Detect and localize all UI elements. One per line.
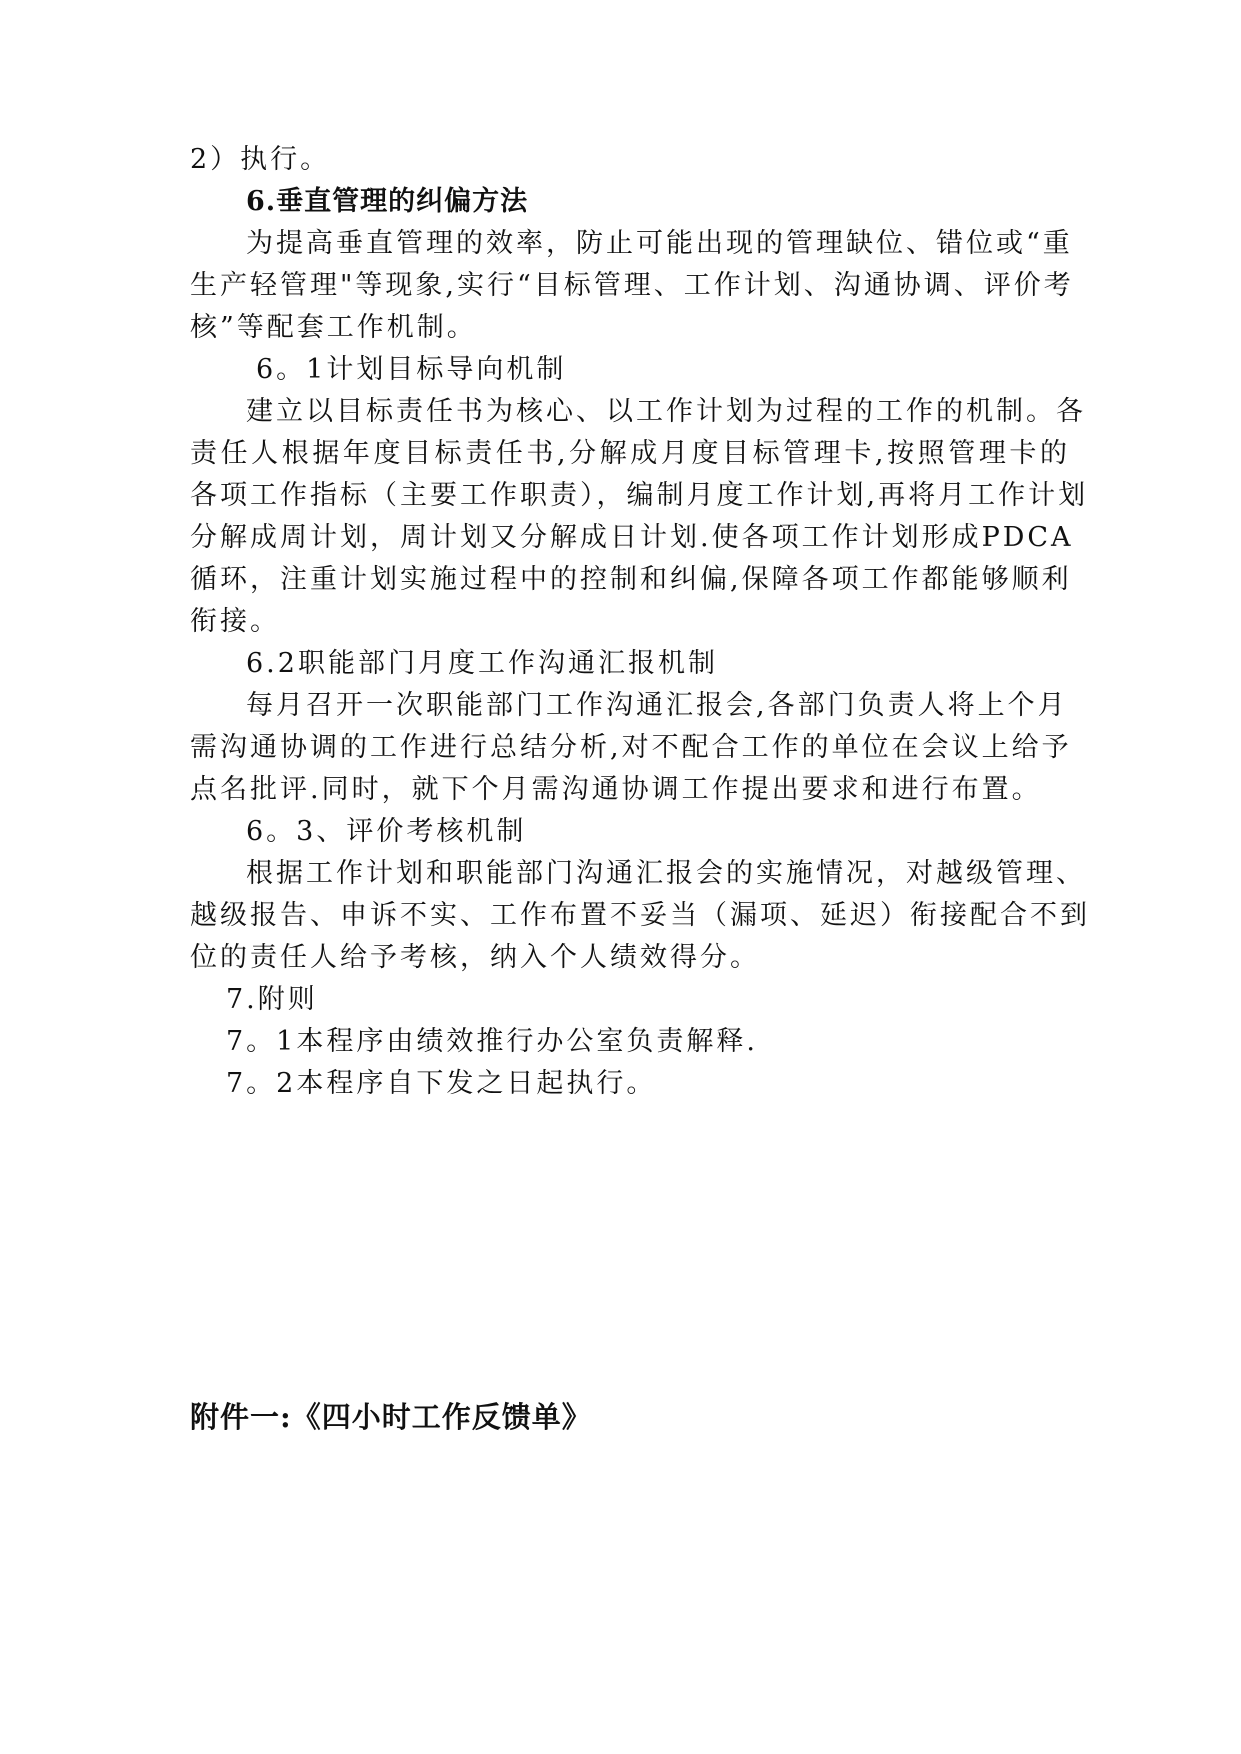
paragraph-line: 为提高垂直管理的效率，防止可能出现的管理缺位、错位或“重	[246, 228, 1073, 259]
paragraph-line: 衔接。	[190, 606, 280, 637]
paragraph-line: 越级报告、申诉不实、工作布置不妥当（漏项、延迟）衔接配合不到	[190, 900, 1090, 931]
paragraph-line: 循环，注重计划实施过程中的控制和纠偏,保障各项工作都能够顺利	[190, 564, 1072, 595]
subsection-heading: 6。3、评价考核机制	[246, 816, 527, 847]
section-heading: 7.附则	[226, 984, 318, 1015]
paragraph-line: 7。1本程序由绩效推行办公室负责解释.	[226, 1026, 758, 1057]
paragraph-line: 分解成周计划，周计划又分解成日计划.使各项工作计划形成PDCA	[190, 522, 1074, 553]
paragraph-line: 责任人根据年度目标责任书,分解成月度目标管理卡,按照管理卡的	[190, 438, 1070, 469]
paragraph-line: 核”等配套工作机制。	[190, 312, 477, 343]
paragraph-line: 建立以目标责任书为核心、以工作计划为过程的工作的机制。各	[246, 396, 1086, 427]
section-heading: 6.垂直管理的纠偏方法	[246, 186, 529, 217]
paragraph-line: 位的责任人给予考核，纳入个人绩效得分。	[190, 942, 760, 973]
subsection-heading: 6.2职能部门月度工作沟通汇报机制	[246, 648, 718, 679]
paragraph-line: 点名批评.同时，就下个月需沟通协调工作提出要求和进行布置。	[190, 774, 1042, 805]
paragraph-line: 每月召开一次职能部门工作沟通汇报会,各部门负责人将上个月	[246, 690, 1068, 721]
paragraph-line: 7。2本程序自下发之日起执行。	[226, 1068, 657, 1099]
text-line: 2）执行。	[190, 144, 331, 175]
attachment-title: 附件一:《四小时工作反馈单》	[190, 1400, 592, 1434]
subsection-heading: 6。1计划目标导向机制	[256, 354, 567, 385]
paragraph-line: 需沟通协调的工作进行总结分析,对不配合工作的单位在会议上给予	[190, 732, 1072, 763]
paragraph-line: 生产轻管理"等现象,实行“目标管理、工作计划、沟通协调、评价考	[190, 270, 1074, 301]
paragraph-line: 根据工作计划和职能部门沟通汇报会的实施情况，对越级管理、	[246, 858, 1086, 889]
paragraph-line: 各项工作指标（主要工作职责），编制月度工作计划,再将月工作计划	[190, 480, 1089, 511]
